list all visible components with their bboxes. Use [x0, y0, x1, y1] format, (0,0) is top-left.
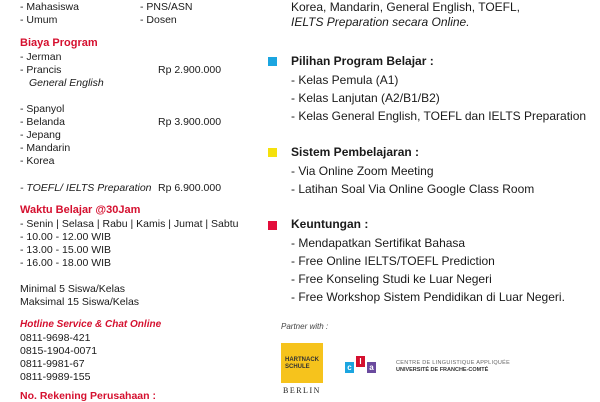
biaya-title: Biaya Program: [20, 37, 98, 49]
blue-square-icon: [268, 57, 277, 66]
participant-mahasiswa: - Mahasiswa: [20, 1, 79, 13]
sistem-title: Sistem Pembelajaran :: [291, 145, 420, 159]
pilihan-list: [291, 71, 586, 125]
phone-1: 0811-9698-421: [20, 332, 91, 344]
keuntungan-item-1: - Mendapatkan Sertifikat Bahasa: [291, 236, 466, 250]
phone-4: 0811-9989-155: [20, 371, 91, 383]
sistem-list: [291, 162, 534, 198]
price-group-1: Rp 2.900.000: [158, 64, 222, 76]
cla-letter-c: c: [345, 362, 354, 373]
participant-pns: - PNS/ASN: [140, 1, 193, 13]
slot-3: - 16.00 - 18.00 WIB: [20, 257, 112, 269]
biaya-group-1: [20, 51, 104, 90]
cla-line-2: UNIVERSITÉ DE FRANCHE-COMTÉ: [396, 367, 489, 373]
red-square-icon: [268, 221, 277, 230]
participant-dosen: - Dosen: [140, 14, 177, 26]
slot-2: - 13.00 - 15.00 WIB: [20, 244, 112, 256]
slot-1: - 10.00 - 12.00 WIB: [20, 231, 112, 243]
cla-line-1: CENTRE DE LINGUISTIQUE APPLIQUÉE: [396, 360, 511, 366]
hotline-title: Hotline Service & Chat Online: [20, 319, 162, 330]
keuntungan-title: Keuntungan :: [291, 217, 369, 231]
hs-city: BERLIN: [283, 386, 321, 395]
lang-general-english: General English: [29, 77, 104, 89]
pilihan-item-1: - Kelas Pemula (A1): [291, 73, 399, 87]
kelas-min: Minimal 5 Siswa/Kelas: [20, 283, 126, 295]
lang-mandarin: - Mandarin: [20, 142, 71, 154]
cla-letter-a: a: [367, 362, 376, 373]
lang-jepang: - Jepang: [20, 129, 61, 141]
kelas-limits: [20, 283, 139, 309]
waktu-days: - Senin | Selasa | Rabu | Kamis | Jumat | Sabtu: [20, 218, 239, 230]
keuntungan-list: [291, 234, 565, 306]
lang-belanda: - Belanda: [20, 116, 65, 128]
waktu-slots: [20, 231, 111, 270]
hotline-numbers: [20, 332, 97, 384]
hs-line-1: HARTNACK: [285, 357, 319, 363]
biaya-group-2: [20, 103, 70, 168]
price-group-3: Rp 6.900.000: [158, 182, 222, 194]
lang-jerman: - Jerman: [20, 51, 62, 63]
kelas-max: Maksimal 15 Siswa/Kelas: [20, 296, 140, 308]
sistem-item-1: - Via Online Zoom Meeting: [291, 164, 434, 178]
lang-korea: - Korea: [20, 155, 55, 167]
cla-letter-l: l: [356, 356, 365, 367]
pilihan-item-3: - Kelas General English, TOEFL dan IELTS Preparation: [291, 109, 587, 123]
keuntungan-item-2: - Free Online IELTS/TOEFL Prediction: [291, 254, 495, 268]
phone-2: 0815-1904-0071: [20, 345, 98, 357]
hartnack-schule-logo: [281, 343, 323, 383]
participants: [20, 1, 79, 27]
participant-umum: - Umum: [20, 14, 58, 26]
rekening-title: No. Rekening Perusahaan :: [20, 390, 156, 402]
partner-label: Partner with :: [281, 322, 329, 331]
participants-col2: [140, 1, 193, 27]
lang-prancis: - Prancis: [20, 64, 62, 76]
phone-3: 0811-9981-67: [20, 358, 85, 370]
yellow-square-icon: [268, 148, 277, 157]
pilihan-item-2: - Kelas Lanjutan (A2/B1/B2): [291, 91, 440, 105]
intro-line-1: Korea, Mandarin, General English, TOEFL,: [291, 0, 521, 14]
waktu-title: Waktu Belajar @30Jam: [20, 204, 141, 216]
hs-line-2: SCHULE: [285, 364, 310, 370]
keuntungan-item-3: - Free Konseling Studi ke Luar Negeri: [291, 272, 492, 286]
sistem-item-2: - Latihan Soal Via Online Google Class Room: [291, 182, 535, 196]
keuntungan-item-4: - Free Workshop Sistem Pendidikan di Luar Negeri.: [291, 290, 565, 304]
intro-text: [291, 0, 520, 30]
lang-spanyol: - Spanyol: [20, 103, 65, 115]
price-group-2: Rp 3.900.000: [158, 116, 222, 128]
lang-toefl-ielts: - TOEFL/ IELTS Preparation: [20, 182, 152, 194]
pilihan-title: Pilihan Program Belajar :: [291, 54, 434, 68]
intro-line-2: IELTS Preparation secara Online.: [291, 15, 470, 29]
